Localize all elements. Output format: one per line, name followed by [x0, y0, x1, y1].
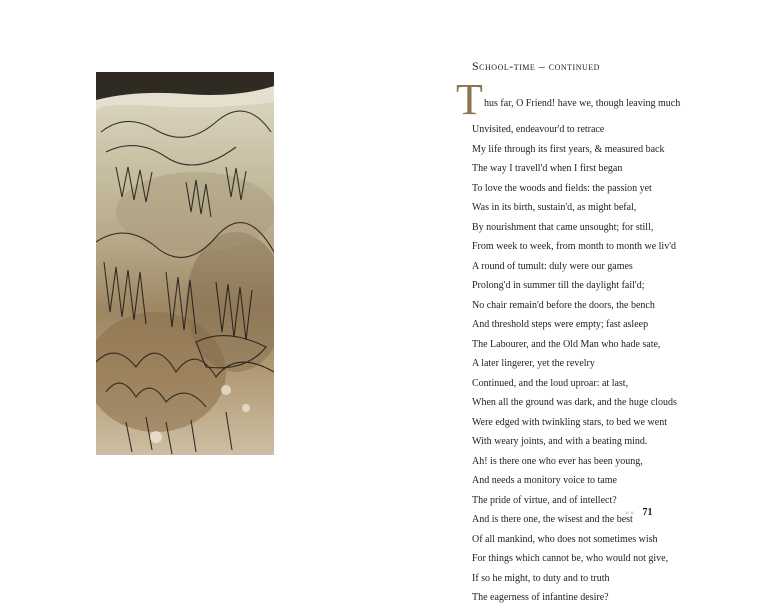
- poem-line: Prolong'd in summer till the daylight fail'd;: [472, 280, 645, 291]
- page-ornament: »»: [625, 508, 635, 517]
- poem-text: [456, 75, 712, 608]
- section-heading: School-time – continued: [472, 59, 600, 73]
- poem-line: If so he might, to duty and to truth: [472, 572, 610, 584]
- poem-line: The Labourer, and the Old Man who hade sate,: [472, 338, 661, 350]
- poem-line: A later lingerer, yet the revelry: [472, 358, 595, 369]
- page-number: 71: [642, 507, 653, 518]
- poem-line: From week to week, from month to month we liv'd: [472, 241, 676, 252]
- poem-line: The way I travell'd when I first began: [472, 163, 623, 174]
- poem-line: With weary joints, and with a beating mind.: [472, 436, 648, 447]
- drop-cap: T: [456, 75, 483, 124]
- poem-line: And needs a monitory voice to tame: [472, 475, 617, 486]
- poem-first-line: [456, 75, 712, 124]
- poem-line: To love the woods and fields: the passion yet: [472, 182, 652, 194]
- poem-line: Ah! is there one who ever has been young,: [472, 455, 643, 467]
- poem-line: The pride of virtue, and of intellect?: [472, 494, 617, 506]
- poem-line: By nourishment that came unsought; for still,: [472, 221, 654, 233]
- poem-line: The eagerness of infantine desire?: [472, 592, 609, 603]
- poem-line: No chair remain'd before the doors, the bench: [472, 299, 655, 311]
- illustration-sketch: [96, 72, 274, 455]
- poem-lines: [472, 120, 712, 608]
- ink-wash-illustration: [96, 72, 274, 455]
- poem-line: And threshold steps were empty; fast asleep: [472, 319, 649, 330]
- poem-line: Was in its birth, sustain'd, as might befal,: [472, 202, 637, 213]
- poem-line: Of all mankind, who does not sometimes wish: [472, 533, 658, 545]
- poem-line: Continued, and the loud uproar: at last,: [472, 377, 629, 389]
- poem-line: Were edged with twinkling stars, to bed we went: [472, 416, 667, 428]
- poem-line: For things which cannot be, who would not give,: [472, 553, 669, 564]
- poem-line: hus far, O Friend! have we, though leaving much: [484, 98, 681, 109]
- poem-line: When all the ground was dark, and the huge clouds: [472, 397, 677, 408]
- poem-line: And is there one, the wisest and the best: [472, 514, 633, 525]
- poem-line: My life through its first years, & measured back: [472, 143, 665, 155]
- page-footer: [625, 507, 653, 518]
- poem-line: A round of tumult: duly were our games: [472, 260, 633, 272]
- poem-line: Unvisited, endeavour'd to retrace: [472, 124, 605, 135]
